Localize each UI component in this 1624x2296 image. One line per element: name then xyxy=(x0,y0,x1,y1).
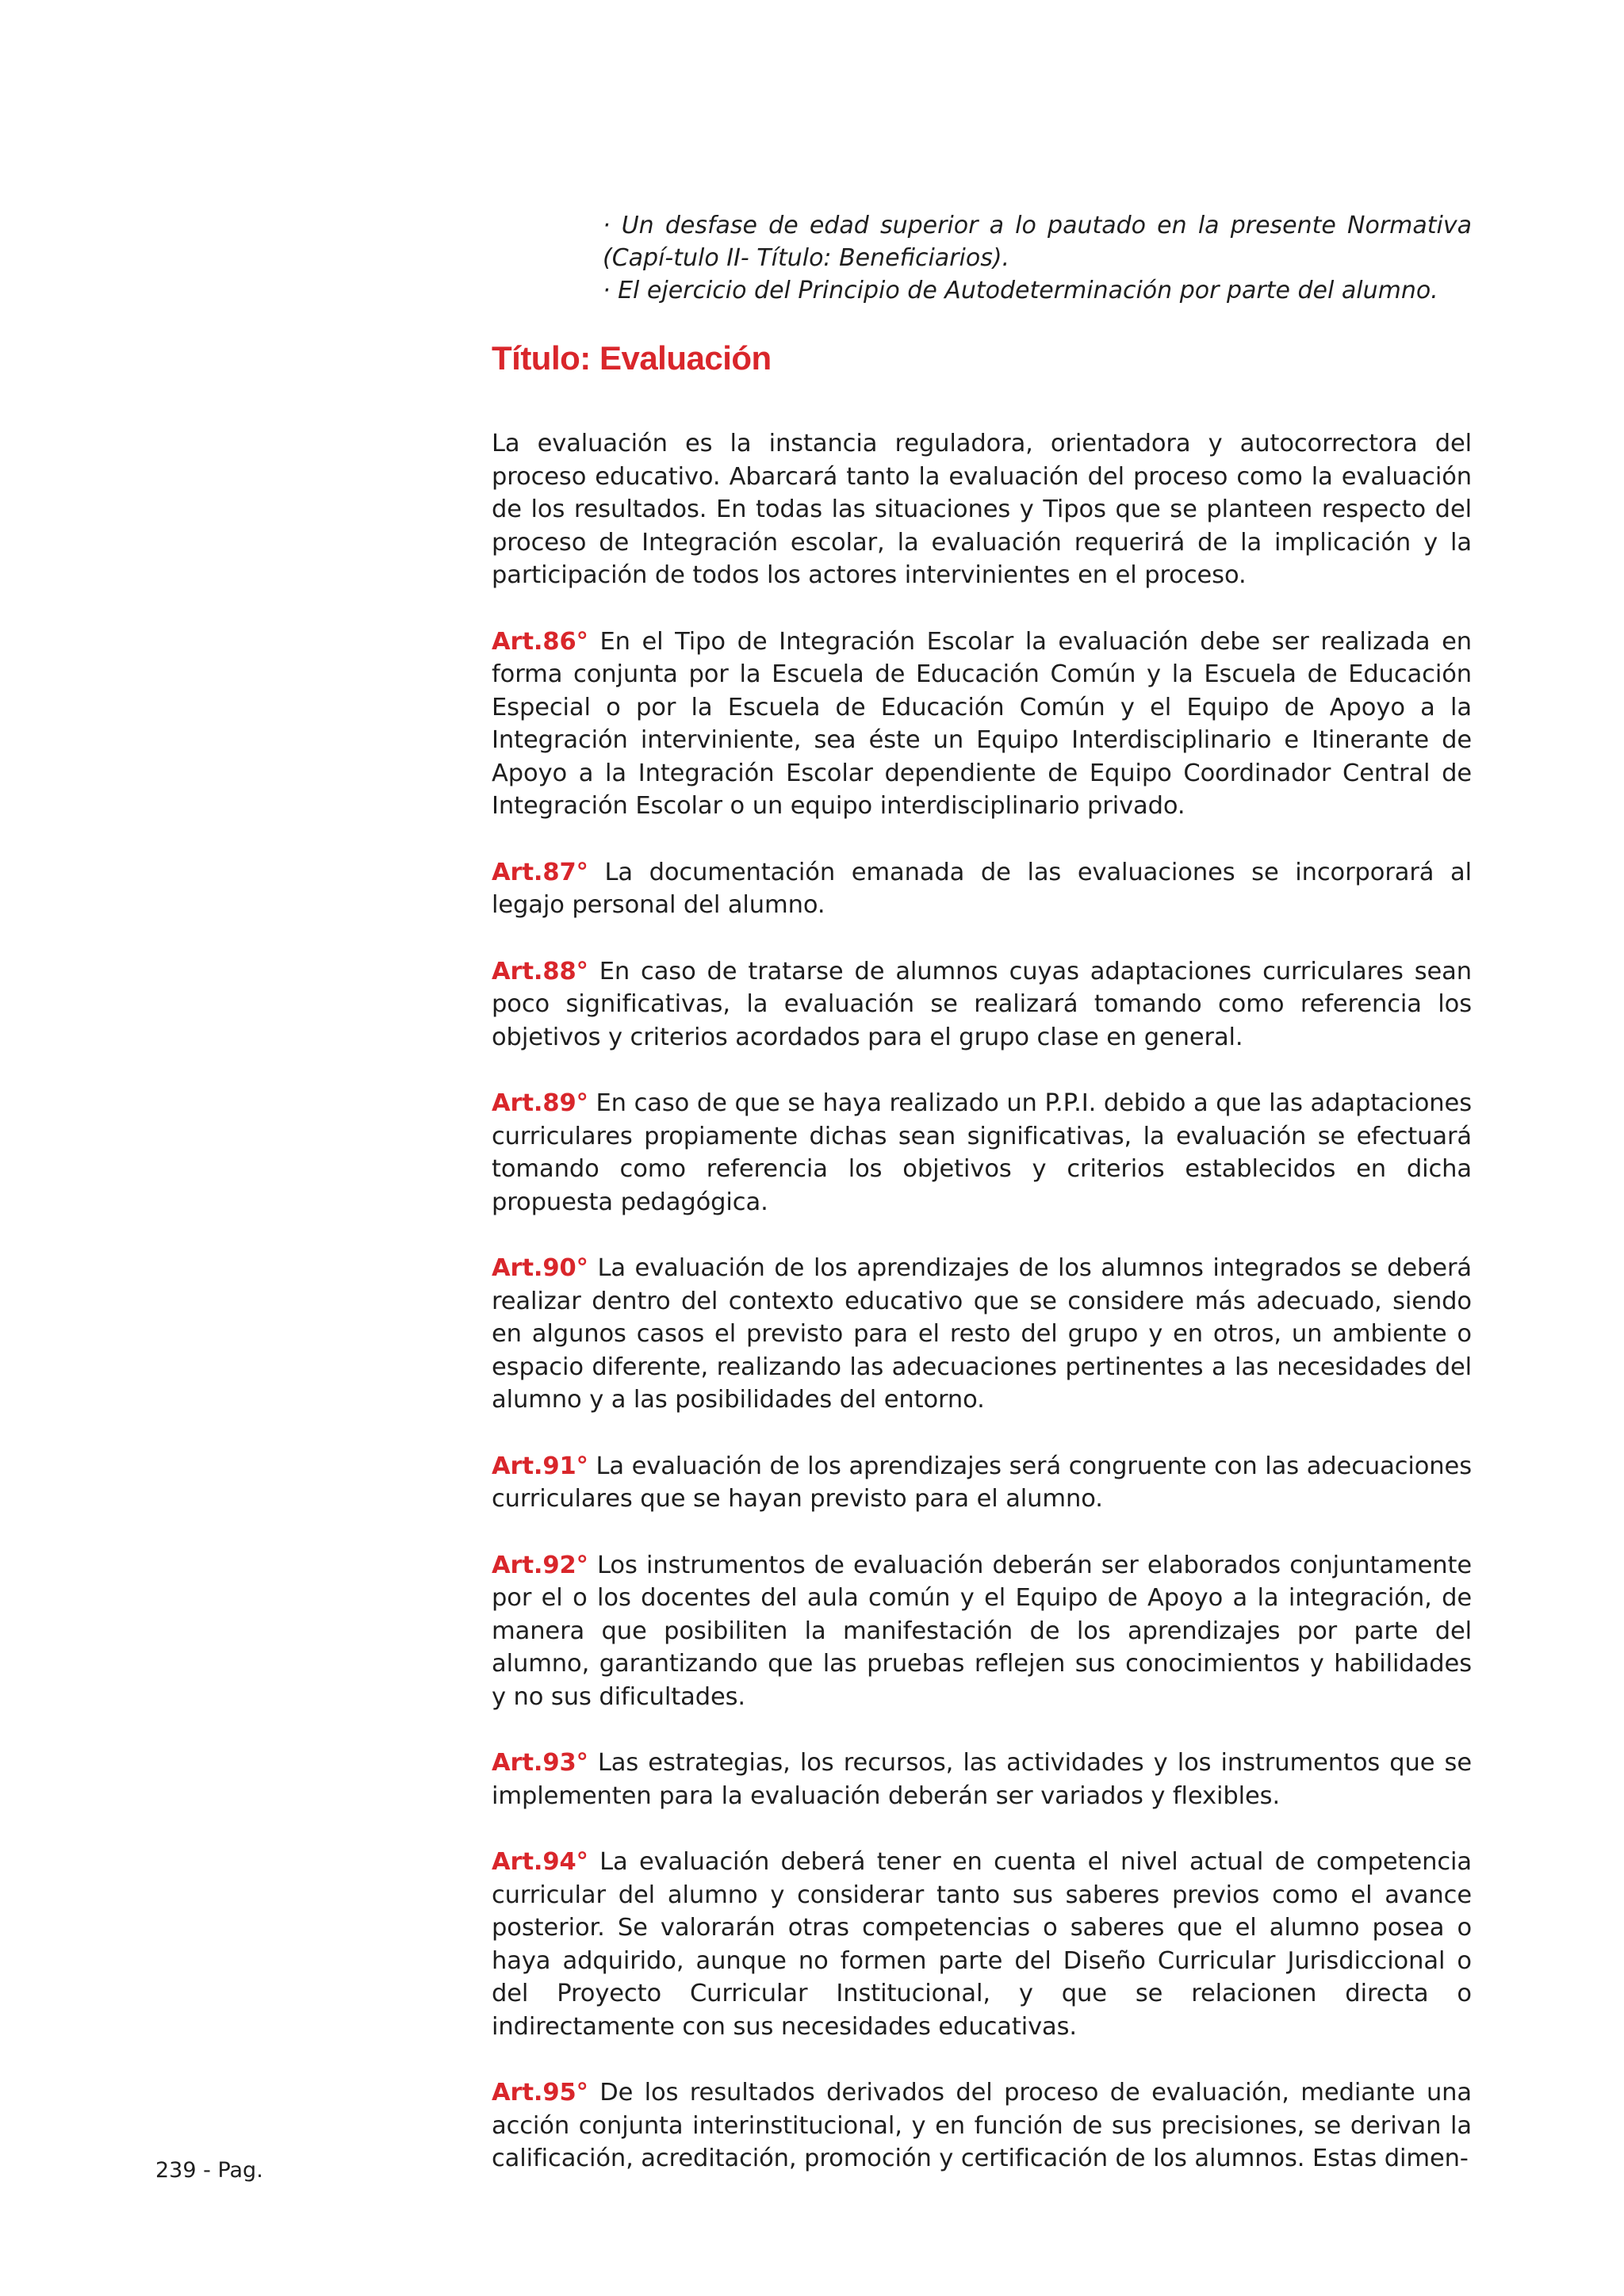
article-93 xyxy=(492,1747,1472,1812)
article-label: Art.89° xyxy=(492,1089,588,1117)
article-label: Art.86° xyxy=(492,627,588,656)
article-text: Las estrategias, los recursos, las actividades y los instrumentos que se implementen para la evaluación deberán ser variados y flexibles. xyxy=(492,1749,1472,1810)
article-87 xyxy=(492,856,1472,922)
article-90 xyxy=(492,1252,1472,1417)
article-label: Art.93° xyxy=(492,1749,588,1777)
article-95 xyxy=(492,2076,1472,2175)
section-title: Título: Evaluación xyxy=(492,339,772,377)
article-text: La evaluación de los aprendizajes será congruente con las adecuaciones curriculares que se hayan previsto para el alumno. xyxy=(492,1452,1472,1513)
article-label: Art.91° xyxy=(492,1452,588,1480)
intro-paragraph: La evaluación es la instancia reguladora, orientadora y autocorrectora del proceso educativo. Abarcará tanto la evaluación del proceso como la evaluación de los resultados. En todas las situaciones y Tipos que se planteen respecto del proceso de Integración escolar, la evaluación requerirá de la implicación y la participación de todos los actores intervinientes en el proceso. xyxy=(492,430,1472,589)
article-text: En el Tipo de Integración Escolar la evaluación debe ser realizada en forma conjunta por la Escuela de Educación Común y la Escuela de Educación Especial o por la Escuela de Educación Común y el Equipo de Apoyo a la Integración interviniente, sea éste un Equipo Interdisciplinario e Itinerante de Apoyo a la Integración Escolar dependiente de Equipo Coordinador Central de Integración Escolar o un equipo interdisciplinario privado. xyxy=(492,627,1472,820)
article-text: La documentación emanada de las evaluaciones se incorporará al legajo personal del alumno. xyxy=(492,858,1472,919)
article-text: La evaluación de los aprendizajes de los alumnos integrados se deberá realizar dentro del contexto educativo que se considere más adecuado, siendo en algunos casos el previsto para el resto del grupo y en otros, un ambiente o espacio diferente, realizando las adecuaciones pertinentes a las necesidades del alumno y a las posibilidades del entorno. xyxy=(492,1254,1472,1414)
article-89 xyxy=(492,1087,1472,1219)
article-text: En caso de tratarse de alumnos cuyas adaptaciones curriculares sean poco significativas, la evaluación se realizará tomando como referencia los objetivos y criterios acordados para el grupo clase en general. xyxy=(492,957,1472,1051)
intro-list xyxy=(492,209,1472,307)
article-94 xyxy=(492,1846,1472,2043)
article-label: Art.90° xyxy=(492,1254,588,1282)
article-text: La evaluación deberá tener en cuenta el nivel actual de competencia curricular del alumno y considerar tanto sus saberes previos como el avance posterior. Se valorarán otras competencias o saberes que el alumno posea o haya adquirido, aunque no formen parte del Diseño Curricular Jurisdiccional o del Proyecto Curricular Institucional, y que se relacionen directa o indirectamente con sus necesidades educativas. xyxy=(492,1848,1472,2041)
article-92 xyxy=(492,1549,1472,1714)
article-label: Art.88° xyxy=(492,957,588,985)
article-label: Art.94° xyxy=(492,1848,588,1876)
article-text: De los resultados derivados del proceso de evaluación, mediante una acción conjunta interinstitucional, y en función de sus precisiones, se derivan la calificación, acreditación, promoción y certificación de los alumnos. Estas dimen- xyxy=(492,2079,1472,2172)
article-text: En caso de que se haya realizado un P.P.I. debido a que las adaptaciones curriculares propiamente dichas sean significativas, la evaluación se efectuará tomando como referencia los objetivos y criterios establecidos en dicha propuesta pedagógica. xyxy=(492,1089,1472,1216)
article-91 xyxy=(492,1450,1472,1516)
article-label: Art.95° xyxy=(492,2079,588,2107)
intro-item: · El ejercicio del Principio de Autodeterminación por parte del alumno. xyxy=(603,277,1438,304)
intro-item: · Un desfase de edad superior a lo pautado en la presente Normativa (Capí-tulo II- Título: Beneficiarios). xyxy=(603,212,1472,272)
page-number: 239 - Pag. xyxy=(155,2158,263,2183)
article-text: Los instrumentos de evaluación deberán ser elaborados conjuntamente por el o los docentes del aula común y el Equipo de Apoyo a la integración, de manera que posibiliten la manifestación de los aprendizajes por parte del alumno, garantizando que las pruebas reflejen sus conocimientos y habilidades y no sus dificultades. xyxy=(492,1551,1472,1711)
article-88 xyxy=(492,955,1472,1054)
document-body xyxy=(492,209,1472,2209)
article-label: Art.92° xyxy=(492,1551,588,1579)
article-86 xyxy=(492,626,1472,823)
article-label: Art.87° xyxy=(492,858,588,886)
